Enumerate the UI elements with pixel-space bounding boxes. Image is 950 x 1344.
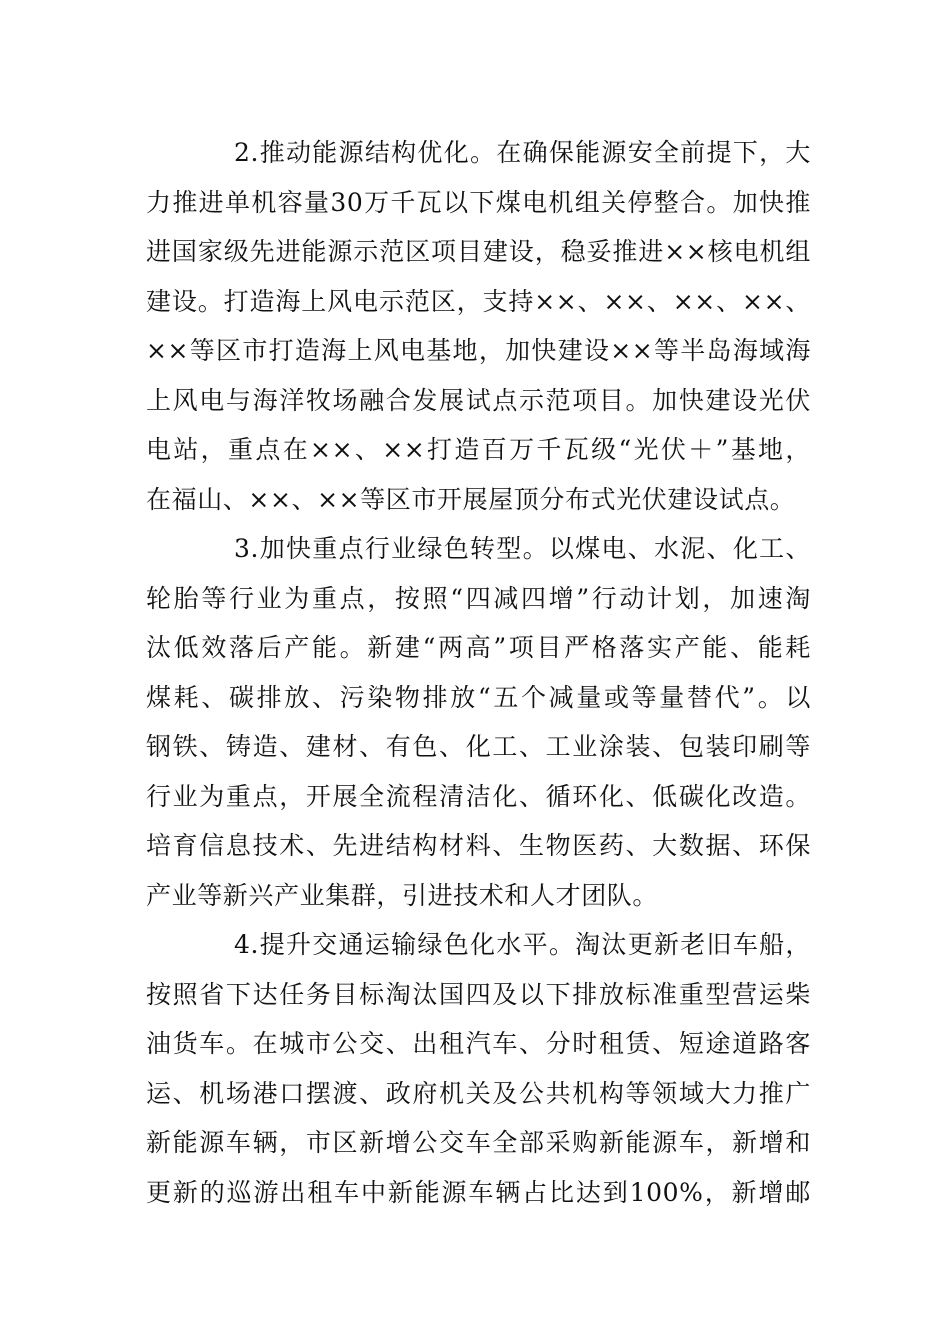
paragraph-line: 上风电与海洋牧场融合发展试点示范项目。加快建设光伏: [146, 385, 811, 415]
paragraph-line: 2.推动能源结构优化。在确保能源安全前提下，大: [234, 138, 811, 167]
paragraph-line: 力推进单机容量30万千瓦以下煤电机组关停整合。加快推: [146, 187, 811, 217]
paragraph-line: 煤耗、碳排放、污染物排放“五个减量或等量替代”。以: [146, 682, 811, 712]
document-body: [146, 128, 811, 1217]
paragraph-line: 3.加快重点行业绿色转型。以煤电、水泥、化工、: [234, 534, 811, 563]
paragraph-line: 钢铁、铸造、建材、有色、化工、工业涂装、包装印刷等: [146, 732, 811, 761]
paragraph-line: 在福山、××、××等区市开展屋顶分布式光伏建设试点。: [146, 484, 796, 514]
paragraph-line: 汰低效落后产能。新建“两高”项目严格落实产能、能耗: [146, 633, 811, 662]
paragraph-line: ××等区市打造海上风电基地，加快建设××等半岛海域海: [146, 336, 811, 365]
paragraph-line: 电站，重点在××、××打造百万千瓦级“光伏＋”基地，: [146, 435, 811, 464]
paragraph-line: 轮胎等行业为重点，按照“四减四增”行动计划，加速淘: [146, 583, 811, 613]
paragraph-transport-green: [146, 920, 811, 1217]
paragraph-line: 按照省下达任务目标淘汰国四及以下排放标准重型营运柴: [146, 979, 811, 1009]
paragraph-line: 运、机场港口摆渡、政府机关及公共机构等领域大力推广: [146, 1078, 811, 1108]
paragraph-line: 4.提升交通运输绿色化水平。淘汰更新老旧车船，: [234, 930, 811, 959]
paragraph-line: 更新的巡游出租车中新能源车辆占比达到100%，新增邮: [146, 1177, 811, 1207]
paragraph-line: 建设。打造海上风电示范区，支持××、××、××、××、: [146, 286, 811, 316]
paragraph-energy-structure: [146, 128, 811, 524]
paragraph-line: 行业为重点，开展全流程清洁化、循环化、低碳化改造。: [146, 781, 811, 811]
paragraph-line: 新能源车辆，市区新增公交车全部采购新能源车，新增和: [146, 1128, 811, 1157]
paragraph-line: 培育信息技术、先进结构材料、生物医药、大数据、环保: [146, 831, 811, 860]
paragraph-line: 进国家级先进能源示范区项目建设，稳妥推进××核电机组: [146, 237, 811, 266]
paragraph-line: 产业等新兴产业集群，引进技术和人才团队。: [146, 880, 659, 910]
paragraph-industry-transition: [146, 524, 811, 920]
paragraph-line: 油货车。在城市公交、出租汽车、分时租赁、短途道路客: [146, 1029, 811, 1058]
